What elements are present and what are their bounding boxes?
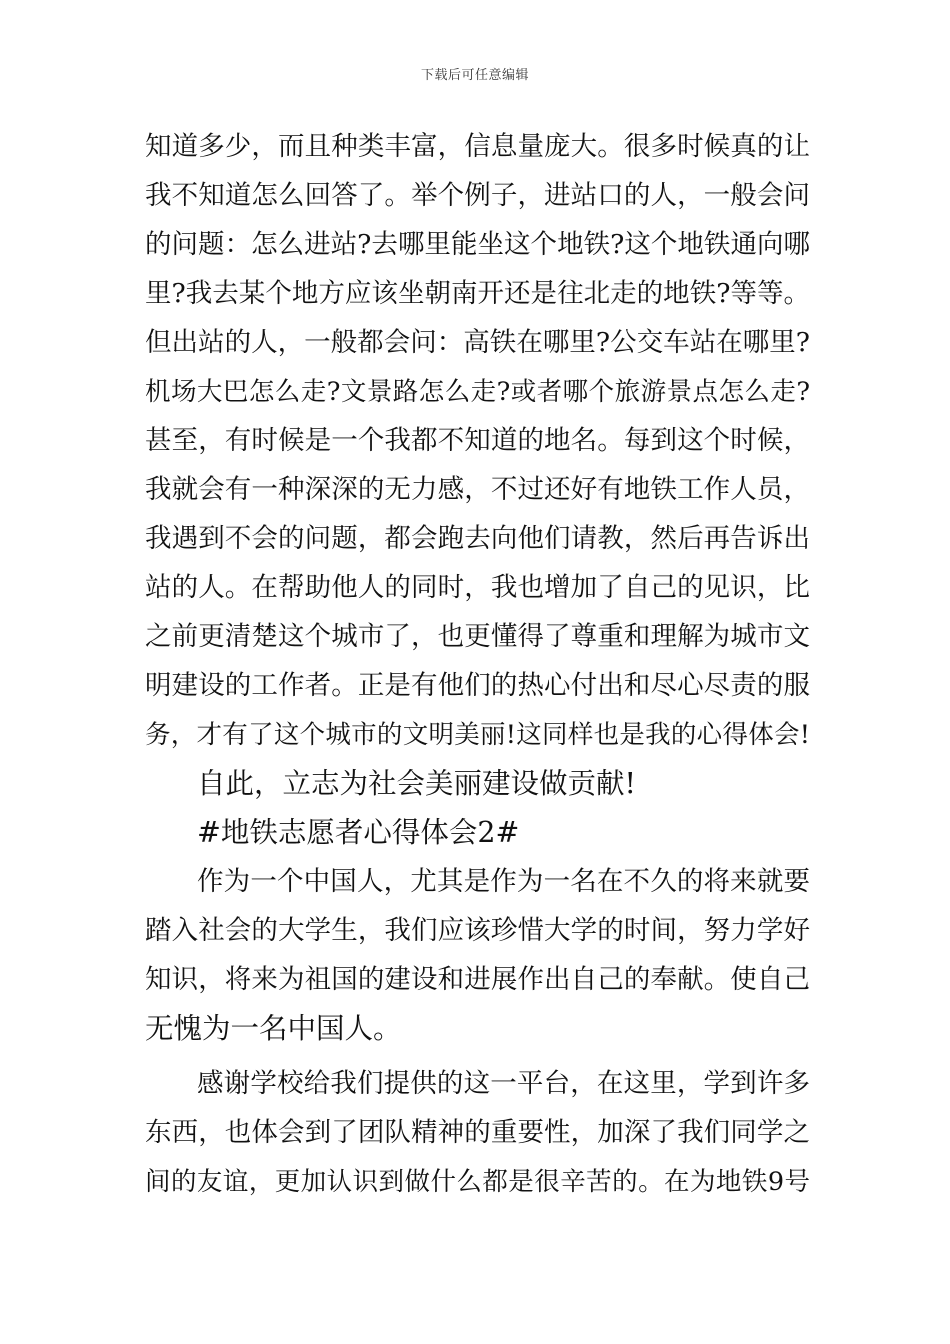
section-heading: #地铁志愿者心得体会2# — [197, 816, 520, 849]
body-line: 明建设的工作者。正是有他们的热心付出和尽心尽责的服 — [145, 670, 810, 701]
body-line: 之前更清楚这个城市了，也更懂得了尊重和理解为城市文 — [145, 621, 810, 652]
body-line: 机场大巴怎么走?文景路怎么走?或者哪个旅游景点怎么走? — [145, 377, 810, 407]
header-note: 下载后可任意编辑 — [420, 68, 529, 83]
body-line: 无愧为一名中国人。 — [145, 1012, 402, 1045]
body-line: 我遇到不会的问题，都会跑去向他们请教，然后再告诉出 — [145, 523, 810, 554]
body-line: 的问题：怎么进站?去哪里能坐这个地铁?这个地铁通向哪 — [145, 229, 810, 260]
body-line: 但出站的人，一般都会问：高铁在哪里?公交车站在哪里? — [145, 327, 810, 358]
body-line: 我不知道怎么回答了。举个例子，进站口的人，一般会问 — [145, 180, 810, 211]
body-line: 务，才有了这个城市的文明美丽!这同样也是我的心得体会! — [145, 720, 810, 750]
body-line: 我就会有一种深深的无力感，不过还好有地铁工作人员， — [145, 474, 810, 505]
body-line: 知道多少，而且种类丰富，信息量庞大。很多时候真的让 — [145, 131, 810, 162]
body-line: 感谢学校给我们提供的这一平台，在这里，学到许多 — [197, 1068, 810, 1099]
body-line: 作为一个中国人，尤其是作为一名在不久的将来就要 — [197, 866, 810, 897]
body-line: 甚至，有时候是一个我都不知道的地名。每到这个时候， — [145, 425, 810, 456]
body-line: 里?我去某个地方应该坐朝南开还是往北走的地铁?等等。 — [145, 278, 810, 309]
body-line: 站的人。在帮助他人的同时，我也增加了自己的见识，比 — [145, 572, 810, 603]
body-line: 东西，也体会到了团队精神的重要性，加深了我们同学之 — [145, 1117, 810, 1148]
body-line: 自此，立志为社会美丽建设做贡献! — [197, 767, 636, 800]
body-line: 踏入社会的大学生，我们应该珍惜大学的时间，努力学好 — [145, 915, 810, 946]
body-line: 间的友谊，更加认识到做什么都是很辛苦的。在为地铁9号 — [145, 1167, 810, 1197]
body-line: 知识，将来为祖国的建设和进展作出自己的奉献。使自己 — [145, 964, 810, 995]
